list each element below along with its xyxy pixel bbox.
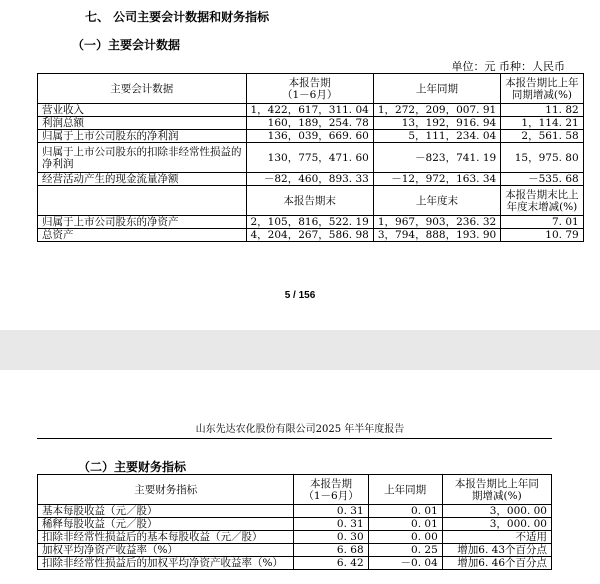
cell-0: 加权平均净资产收益率（%）	[38, 544, 294, 557]
cell-0: 归属于上市公司股东的扣除非经常性损益的 净利润	[38, 143, 247, 173]
cell-1: 2，105，816，522. 19	[246, 216, 373, 229]
report-page-2	[0, 370, 600, 584]
page-number: 5 / 156	[284, 290, 316, 301]
table-header-row-2	[38, 186, 584, 216]
header-cell-0: 主要会计数据	[38, 74, 247, 104]
cell-3: 3，000. 00	[442, 505, 551, 518]
cell-3: 15，975. 80	[501, 143, 584, 173]
unit-currency-line: 单位：元 币种：人民币	[451, 60, 565, 73]
cell-1: 1，422，617，311. 04	[246, 104, 373, 117]
cell-3: 增加6. 46个百分点	[442, 557, 551, 570]
cell-3: 2，561. 58	[501, 130, 584, 143]
cell-3: 11. 82	[501, 104, 584, 117]
header-cell-1: 本报告期 （1－6月）	[294, 475, 368, 505]
cell-2: 3，794，888，193. 90	[373, 229, 500, 242]
cell-2: 0. 00	[368, 531, 442, 544]
cell-1: 136，039，669. 60	[246, 130, 373, 143]
cell-3: 3，000. 00	[442, 518, 551, 531]
header2-cell-0	[38, 186, 247, 216]
cell-1: 6. 68	[294, 544, 368, 557]
header-rule	[37, 438, 552, 439]
cell-3: －535. 68	[501, 173, 584, 186]
header-cell-3: 本报告期比上年 同期增减(%)	[501, 74, 584, 104]
cell-0: 利润总额	[38, 117, 247, 130]
cell-0: 归属于上市公司股东的净资产	[38, 216, 247, 229]
cell-1: 4，204，267，586. 98	[246, 229, 373, 242]
header-cell-3: 本报告期比上年同 期增减(%)	[442, 475, 551, 505]
cell-2: 0. 25	[368, 544, 442, 557]
table-row	[38, 130, 584, 143]
cell-2: 0. 01	[368, 505, 442, 518]
cell-2: 1，967，903，236. 32	[373, 216, 500, 229]
header2-cell-3: 本报告期末比上 年度末增减(%)	[501, 186, 584, 216]
table-header-row	[38, 475, 552, 505]
financial-indicators-table	[37, 474, 552, 570]
header2-cell-1: 本报告期末	[246, 186, 373, 216]
cell-0: 稀释每股收益（元／股）	[38, 518, 294, 531]
table-row	[38, 216, 584, 229]
cell-1: 0. 31	[294, 518, 368, 531]
section-title: 七、 公司主要会计数据和财务指标	[85, 10, 270, 24]
page-gap	[0, 330, 600, 370]
cell-2: －12，972，163. 34	[373, 173, 500, 186]
cell-0: 归属于上市公司股东的净利润	[38, 130, 247, 143]
cell-3: 7. 01	[501, 216, 584, 229]
cell-2: 1，272，209，007. 91	[373, 104, 500, 117]
cell-1: 0. 30	[294, 531, 368, 544]
table-header-row	[38, 74, 584, 104]
cell-1: －82，460，893. 33	[246, 173, 373, 186]
cell-3: 增加6. 43个百分点	[442, 544, 551, 557]
table-row	[38, 518, 552, 531]
table-row	[38, 229, 584, 242]
header-cell-2: 上年同期	[373, 74, 500, 104]
table-row	[38, 544, 552, 557]
header2-cell-2: 上年度末	[373, 186, 500, 216]
cell-2: 5，111，234. 04	[373, 130, 500, 143]
cell-1: 6. 42	[294, 557, 368, 570]
cell-2: －0. 04	[368, 557, 442, 570]
header-cell-0: 主要财务指标	[38, 475, 294, 505]
table-row	[38, 117, 584, 130]
cell-3: 10. 79	[501, 229, 584, 242]
cell-2: 0. 01	[368, 518, 442, 531]
table-row	[38, 505, 552, 518]
cell-2: －823，741. 19	[373, 143, 500, 173]
accounting-data-table	[37, 73, 584, 242]
cell-1: 0. 31	[294, 505, 368, 518]
cell-3: 1，114. 21	[501, 117, 584, 130]
cell-0: 基本每股收益（元／股）	[38, 505, 294, 518]
cell-0: 扣除非经常性损益后的加权平均净资产收益率（%）	[38, 557, 294, 570]
subsection-title: （一）主要会计数据	[72, 38, 181, 52]
table-row	[38, 173, 584, 186]
cell-1: 160，189，254. 78	[246, 117, 373, 130]
cell-0: 营业收入	[38, 104, 247, 117]
cell-2: 13，192，916. 94	[373, 117, 500, 130]
header-cell-1: 本报告期 （1－6月）	[246, 74, 373, 104]
table-row	[38, 143, 584, 173]
table-row	[38, 557, 552, 570]
cell-0: 总资产	[38, 229, 247, 242]
cell-3: 不适用	[442, 531, 551, 544]
cell-0: 扣除非经常性损益后的基本每股收益（元／股）	[38, 531, 294, 544]
document-header-title: 山东先达农化股份有限公司2025 年半年度报告	[195, 424, 405, 435]
cell-0: 经营活动产生的现金流量净额	[38, 173, 247, 186]
cell-1: 130，775，471. 60	[246, 143, 373, 173]
subsection-title-2: （二）主要财务指标	[78, 460, 187, 474]
header-cell-2: 上年同期	[368, 475, 442, 505]
table-row	[38, 531, 552, 544]
table-row	[38, 104, 584, 117]
